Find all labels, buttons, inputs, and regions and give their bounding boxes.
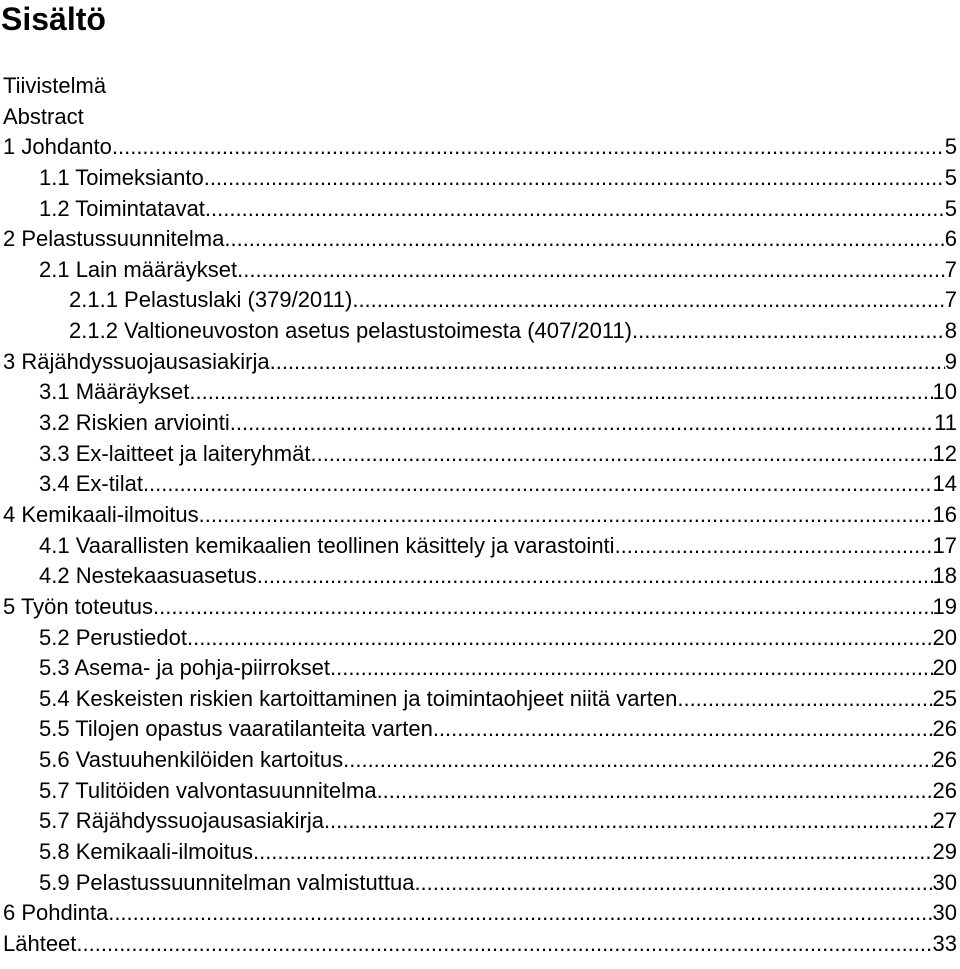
toc-entry[interactable]	[0, 377, 957, 408]
toc-entry[interactable]	[0, 132, 957, 163]
toc-entry-title: 2.1.2 Valtioneuvoston asetus pelastustoimesta (407/2011)	[69, 318, 632, 344]
dot-leader	[189, 377, 932, 407]
toc-entry[interactable]	[0, 592, 957, 623]
dot-leader	[112, 132, 945, 162]
toc-entry-title: 4.1 Vaarallisten kemikaalien teollinen käsittely ja varastointi	[39, 532, 615, 558]
toc-entry-page-number: 20	[932, 624, 957, 650]
dot-leader	[632, 316, 945, 346]
toc-entry[interactable]	[0, 531, 957, 562]
toc-entry[interactable]	[0, 837, 957, 868]
toc-entry[interactable]	[0, 316, 957, 347]
toc-entry-title: 5.6 Vastuuhenkilöiden kartoitus	[39, 747, 344, 773]
toc-entry[interactable]	[0, 929, 957, 960]
toc-entry-title: 2.1 Lain määräykset	[39, 256, 238, 282]
dot-leader	[76, 929, 932, 959]
toc-entry-title: 5.4 Keskeisten riskien kartoittaminen ja toimintaohjeet niitä varten	[39, 685, 678, 711]
toc-entry-page-number: 7	[944, 287, 957, 313]
toc-entry-title: 5.2 Perustiedot	[39, 624, 187, 650]
toc-entry-page-number: 7	[944, 256, 957, 282]
toc-entry-title: 5.7 Räjähdyssuojausasiakirja	[39, 808, 324, 834]
dot-leader	[377, 776, 933, 806]
dot-leader	[324, 806, 933, 836]
toc-entry-page-number: 33	[932, 930, 957, 956]
toc-entry-page-number: 10	[932, 379, 957, 405]
toc-entry-title: 5.8 Kemikaali-ilmoitus	[39, 839, 253, 865]
toc-entry-page-number: 20	[932, 655, 957, 681]
dot-leader	[343, 745, 932, 775]
toc-entry[interactable]	[0, 255, 957, 286]
toc-entry-title: 1.1 Toimeksianto	[39, 164, 204, 190]
toc-entry[interactable]	[0, 439, 957, 470]
toc-entry-title: 5.7 Tulitöiden valvontasuunnitelma	[39, 777, 377, 803]
toc-entry-page-number: 25	[932, 685, 957, 711]
toc-entry-title: 4.2 Nestekaasuasetus	[39, 563, 257, 589]
dot-leader	[205, 194, 945, 224]
toc-entry[interactable]	[0, 469, 957, 500]
toc-entry-page-number: 11	[934, 410, 957, 436]
toc-entry-title: 4 Kemikaali-ilmoitus	[3, 501, 199, 527]
toc-entry[interactable]	[0, 408, 957, 439]
toc-entry[interactable]	[0, 806, 957, 837]
toc-entry[interactable]	[0, 102, 957, 133]
toc-entry[interactable]	[0, 745, 957, 776]
toc-entry[interactable]	[0, 500, 957, 531]
toc-entry[interactable]	[0, 653, 957, 684]
toc-entry-title: Tiivistelmä	[3, 73, 107, 98]
table-of-contents	[0, 71, 957, 960]
toc-entry[interactable]	[0, 224, 957, 255]
toc-entry-page-number: 16	[932, 501, 957, 527]
toc-entry-title: 3.3 Ex-laitteet ja laiteryhmät	[39, 440, 311, 466]
toc-entry-title: 5.9 Pelastussuunnitelman valmistuttua	[39, 869, 415, 895]
toc-entry[interactable]	[0, 285, 957, 316]
toc-entry-title: 1 Johdanto	[3, 134, 112, 160]
dot-leader	[224, 224, 944, 254]
toc-entry-page-number: 17	[932, 532, 957, 558]
toc-entry-page-number: 30	[932, 900, 957, 926]
toc-entry-title: 2 Pelastussuunnitelma	[3, 226, 225, 252]
dot-leader	[237, 255, 945, 285]
toc-entry-title: 5.5 Tilojen opastus vaaratilanteita varten	[39, 716, 433, 742]
toc-entry-title: Abstract	[3, 103, 84, 129]
toc-entry[interactable]	[0, 776, 957, 807]
toc-entry-page-number: 8	[944, 318, 957, 344]
dot-leader	[352, 285, 944, 315]
dot-leader	[143, 469, 933, 499]
toc-entry-title: 3 Räjähdyssuojausasiakirja	[3, 348, 270, 374]
toc-entry-title: 6 Pohdinta	[3, 900, 109, 926]
toc-entry[interactable]	[0, 898, 957, 929]
toc-entry-page-number: 30	[932, 869, 957, 895]
dot-leader	[108, 898, 932, 928]
toc-entry-page-number: 26	[932, 777, 957, 803]
toc-entry-page-number: 12	[932, 440, 957, 466]
dot-leader	[270, 347, 945, 377]
toc-entry[interactable]	[0, 714, 957, 745]
toc-entry-page-number: 26	[932, 716, 957, 742]
dot-leader	[310, 439, 932, 469]
toc-entry-page-number: 5	[944, 164, 957, 190]
toc-entry[interactable]	[0, 163, 957, 194]
toc-entry-title: 2.1.1 Pelastuslaki (379/2011)	[69, 287, 353, 313]
dot-leader	[677, 684, 932, 714]
toc-entry-title: 5 Työn toteutus	[3, 593, 154, 619]
toc-entry-page-number: 6	[944, 226, 957, 252]
dot-leader	[187, 623, 933, 653]
toc-entry-page-number: 9	[944, 348, 957, 374]
dot-leader	[414, 868, 932, 898]
toc-entry[interactable]	[0, 868, 957, 899]
toc-entry-page-number: 29	[932, 839, 957, 865]
dot-leader	[199, 500, 933, 530]
toc-entry[interactable]	[0, 71, 957, 102]
dot-leader	[330, 653, 932, 683]
toc-entry[interactable]	[0, 347, 957, 378]
toc-entry-title: 5.3 Asema- ja pohja-piirrokset	[39, 655, 331, 681]
toc-entry[interactable]	[0, 561, 957, 592]
dot-leader	[257, 561, 933, 591]
toc-entry-page-number: 19	[932, 593, 957, 619]
toc-entry-title: Lähteet	[3, 930, 77, 956]
toc-entry-page-number: 18	[932, 563, 957, 589]
toc-entry-page-number: 5	[944, 195, 957, 221]
dot-leader	[433, 714, 933, 744]
toc-entry-title: 1.2 Toimintatavat	[39, 195, 205, 221]
dot-leader	[230, 408, 934, 438]
toc-entry-title: 3.1 Määräykset	[39, 379, 190, 405]
toc-entry-title: 3.2 Riskien arviointi	[39, 410, 230, 436]
toc-entry-page-number: 14	[932, 471, 957, 497]
toc-entry-title: 3.4 Ex-tilat	[39, 471, 143, 497]
toc-entry-page-number: 26	[932, 747, 957, 773]
toc-entry-page-number: 27	[932, 808, 957, 834]
dot-leader	[253, 837, 933, 867]
toc-entry[interactable]	[0, 684, 957, 715]
toc-entry[interactable]	[0, 194, 957, 225]
dot-leader	[153, 592, 932, 622]
dot-leader	[615, 531, 933, 561]
toc-entry-page-number: 5	[944, 134, 957, 160]
page-title: Sisältö	[1, 1, 106, 37]
toc-entry[interactable]	[0, 623, 957, 654]
dot-leader	[204, 163, 945, 193]
